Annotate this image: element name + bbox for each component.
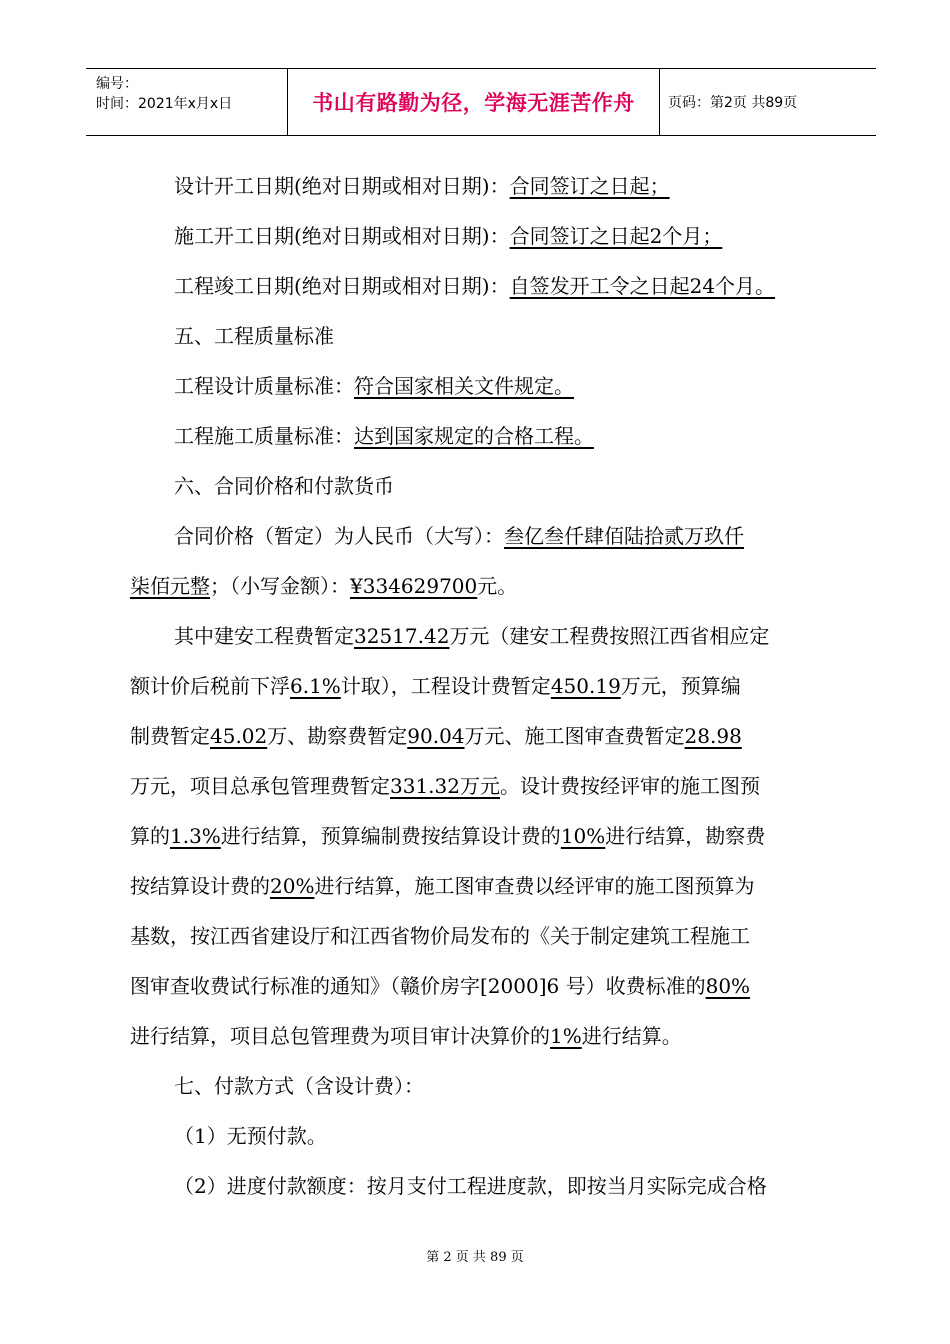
contract-price-unit: 元。: [477, 574, 518, 598]
text-run: 制费暂定: [130, 724, 210, 748]
budget-fee-value: 45.02: [210, 724, 268, 748]
completion-date-line: [130, 266, 840, 316]
survey-fee-value: 90.04: [407, 724, 465, 748]
document-body: [130, 166, 840, 1216]
management-fee-value: 331.32万元: [390, 774, 500, 798]
review-rate-value: 80%: [705, 974, 751, 998]
fee-paragraph-line-8: [130, 966, 840, 1016]
review-fee-value: 28.98: [684, 724, 742, 748]
fee-paragraph-line-1: [130, 616, 840, 666]
text-run: 进行结算。: [581, 1024, 682, 1048]
payment-item-2: （2）进度付款额度：按月支付工程进度款，即按当月实际完成合格: [174, 1174, 767, 1198]
text-run: 万元（建安工程费按照江西省相应定: [449, 624, 770, 648]
fee-paragraph-line-2: [130, 666, 840, 716]
contract-price-figure: ¥334629700: [350, 574, 478, 598]
fee-paragraph-line-3: [130, 716, 840, 766]
text-run: 图审查收费试行标准的通知》（赣价房字[2000]6 号）收费标准的: [130, 974, 706, 998]
payment-item-1: （1）无预付款。: [174, 1124, 327, 1148]
text-run: 万元，预算编: [620, 674, 741, 698]
fee-paragraph-line-5: [130, 816, 840, 866]
completion-label: 工程竣工日期(绝对日期或相对日期)：: [174, 274, 510, 298]
page-footer: 第 2 页 共 89 页: [426, 1250, 524, 1265]
section-heading-quality: 五、工程质量标准: [174, 324, 334, 348]
contract-price-words-end: 柒佰元整: [130, 574, 210, 598]
header-motto: 书山有路勤为径，学海无涯苦作舟: [288, 69, 660, 135]
construction-fee-value: 32517.42: [354, 624, 450, 648]
construction-quality-value: 达到国家规定的合格工程。: [354, 424, 594, 448]
text-run: 计取），工程设计费暂定: [340, 674, 551, 698]
fee-paragraph-line-7: [130, 916, 840, 966]
fee-paragraph-line-9: [130, 1016, 840, 1066]
design-rate-value: 1.3%: [170, 824, 221, 848]
design-fee-value: 450.19: [550, 674, 621, 698]
budget-rate-value: 10%: [560, 824, 606, 848]
design-quality-value: 符合国家相关文件规定。: [354, 374, 574, 398]
text-run: 万、勘察费暂定: [267, 724, 408, 748]
construction-quality-line: [130, 416, 840, 466]
text-run: 按结算设计费的: [130, 874, 270, 898]
design-start-date-line: [130, 166, 840, 216]
text-run: 进行结算，施工图审查费以经评审的施工图预算为: [314, 874, 755, 898]
construction-start-label: 施工开工日期(绝对日期或相对日期)：: [174, 224, 510, 248]
header-meta: [86, 69, 288, 135]
text-run: 基数，按江西省建设厅和江西省物价局发布的《关于制定建筑工程施工: [130, 924, 750, 948]
design-start-value: 合同签订之日起；: [509, 174, 670, 198]
design-quality-line: [130, 366, 840, 416]
text-run: 进行结算，勘察费: [605, 824, 766, 848]
page-header: [86, 68, 876, 136]
fee-paragraph-line-6: [130, 866, 840, 916]
serial-label: 编号：: [96, 76, 138, 92]
discount-rate-value: 6.1%: [290, 674, 341, 698]
fee-paragraph-line-4: [130, 766, 840, 816]
contract-price-figure-label: ；（小写金额）：: [210, 574, 350, 598]
section-heading-price: 六、合同价格和付款货币: [174, 474, 394, 498]
section-heading-payment: 七、付款方式（含设计费）：: [174, 1074, 424, 1098]
contract-price-words: 叁亿叁仟肆佰陆拾贰万玖仟: [504, 524, 744, 548]
text-run: 额计价后税前下浮: [130, 674, 290, 698]
construction-quality-label: 工程施工质量标准：: [174, 424, 354, 448]
construction-start-date-line: [130, 216, 840, 266]
contract-price-line-2: [130, 566, 840, 616]
text-run: 进行结算，项目总包管理费为项目审计决算价的: [130, 1024, 550, 1048]
text-run: 万元，项目总承包管理费暂定: [130, 774, 390, 798]
completion-value: 自签发开工令之日起24个月。: [509, 274, 776, 298]
text-run: 其中建安工程费暂定: [174, 624, 354, 648]
text-run: 。设计费按经评审的施工图预: [499, 774, 760, 798]
text-run: 算的: [130, 824, 170, 848]
survey-rate-value: 20%: [270, 874, 315, 898]
text-run: 万元、施工图审查费暂定: [464, 724, 685, 748]
contract-price-line-1: [130, 516, 840, 566]
header-page-label: 页码：第2页 共89页: [668, 95, 798, 111]
design-start-label: 设计开工日期(绝对日期或相对日期)：: [174, 174, 510, 198]
time-label: 时间：2021年x月x日: [96, 96, 233, 112]
management-rate-value: 1%: [550, 1024, 582, 1048]
text-run: 进行结算，预算编制费按结算设计费的: [220, 824, 561, 848]
construction-start-value: 合同签订之日起2个月；: [509, 224, 723, 248]
design-quality-label: 工程设计质量标准：: [174, 374, 354, 398]
contract-price-label: 合同价格（暂定）为人民币（大写）：: [174, 524, 504, 548]
